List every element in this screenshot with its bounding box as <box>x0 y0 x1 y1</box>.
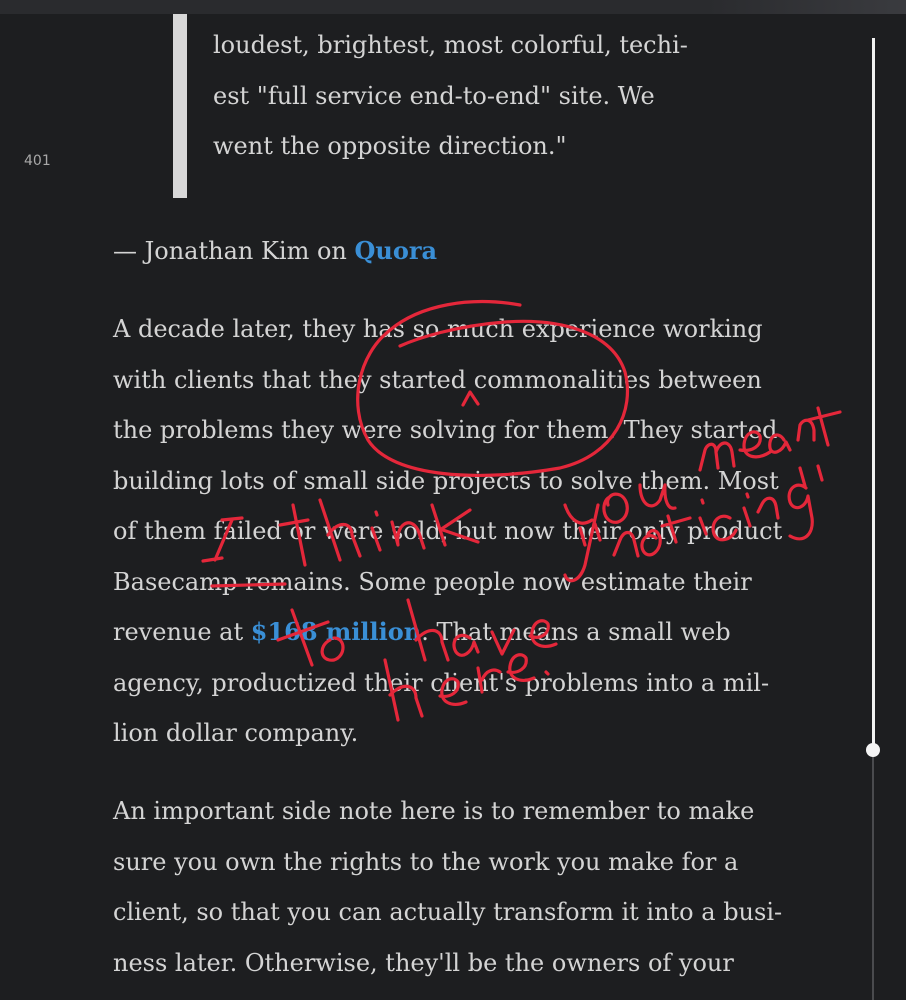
paragraph-line: agency, productized their client's problems into a mil- <box>113 668 770 697</box>
quote-line: est "full service end-to-end" site. We <box>213 81 655 110</box>
paragraph-line: A decade later, they has so much experience working <box>113 315 763 343</box>
paragraph-line: client, so that you can actually transform it into a busi- <box>113 898 783 926</box>
paragraph-line: building lots of small side projects to solve them. Most <box>113 466 779 495</box>
body-paragraph <box>113 786 813 988</box>
scrollbar-progress <box>872 38 875 750</box>
attribution-text: — Jonathan Kim on <box>113 237 355 265</box>
paragraph-line <box>113 607 813 658</box>
paragraph-line: the problems they were solving for them. They started <box>113 416 778 444</box>
scrollbar-thumb[interactable] <box>866 743 880 757</box>
quote-line: loudest, brightest, most colorful, techi- <box>213 31 688 59</box>
blockquote <box>213 20 733 172</box>
quote-attribution <box>113 226 437 276</box>
paragraph-line: of them failed or were sold, but now their only product <box>113 517 783 545</box>
quote-line: went the opposite direction." <box>213 132 567 160</box>
page-number: 401 <box>24 153 51 169</box>
paragraph-line: An important side note here is to remember to make <box>113 797 755 825</box>
paragraph-line: sure you own the rights to the work you make for a <box>113 847 739 876</box>
paragraph-line: Basecamp remains. Some people now estimate their <box>113 567 752 596</box>
paragraph-line: with clients that they started commonalities between <box>113 365 762 394</box>
paragraph-line: ness later. Otherwise, they'll be the owners of your <box>113 948 734 977</box>
toolbar-shade <box>706 0 906 14</box>
paragraph-text: revenue at <box>113 618 251 646</box>
top-toolbar <box>0 0 906 14</box>
revenue-link[interactable]: $168 million <box>250 617 422 646</box>
quora-link[interactable]: Quora <box>354 236 438 265</box>
paragraph-text: . That means a small web <box>421 618 731 646</box>
blockquote-bar <box>173 14 187 198</box>
paragraph-line: lion dollar company. <box>113 719 359 747</box>
body-paragraph <box>113 304 813 759</box>
